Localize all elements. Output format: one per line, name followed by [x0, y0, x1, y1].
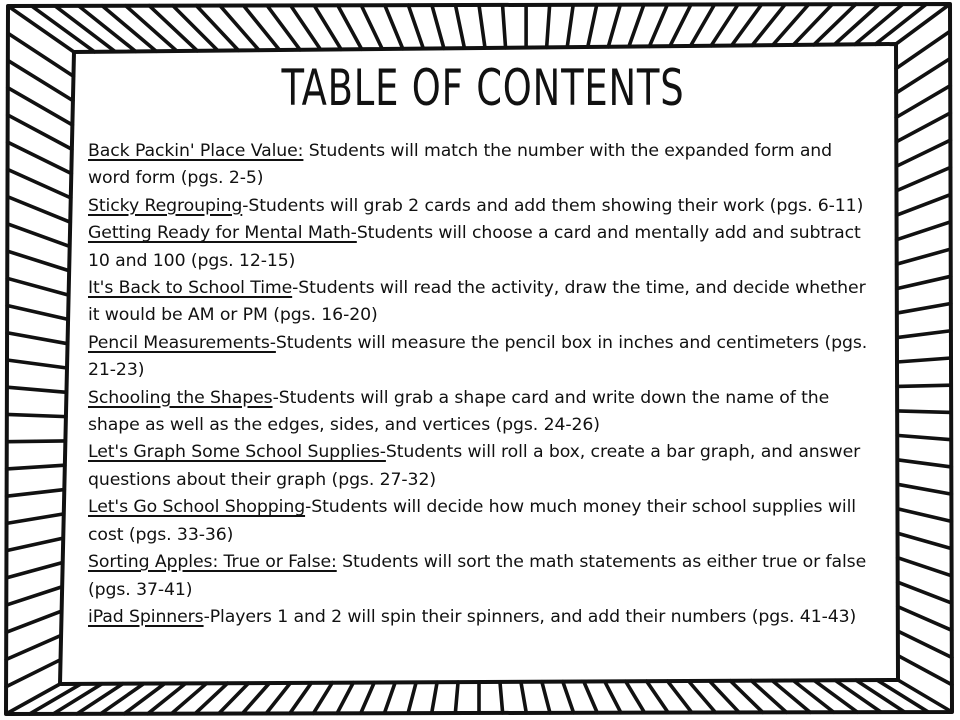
toc-entry-description: -Students will grab a shape card and write down the name of the shape as well as the edges, sides, and vertices (pgs. 24-26) [88, 387, 830, 436]
toc-entry-description: -Players 1 and 2 will spin their spinners, and add their numbers (pgs. 41-43) [203, 606, 857, 627]
toc-entry-title: Getting Ready for Mental Math- [88, 223, 357, 244]
toc-entry-title: Pencil Measurements- [88, 332, 276, 353]
toc-entry-title: Schooling the Shapes [88, 387, 273, 408]
toc-entry-description: Students will match the number with the expanded form and word form (pgs. 2-5) [88, 141, 833, 189]
toc-entry [88, 138, 878, 193]
toc-entry-title: It's Back to School Time [88, 278, 293, 299]
content-area [88, 52, 878, 682]
toc-entry [88, 385, 878, 440]
toc-entry-description: Students will roll a box, create a bar graph, and answer questions about their graph (pgs. 27-32) [88, 442, 861, 490]
toc-entry-title: Back Packin' Place Value: [88, 141, 304, 161]
toc-entry-description: Students will measure the pencil box in inches and centimeters (pgs. 21-23) [88, 332, 868, 381]
toc-entry-title: iPad Spinners [88, 606, 204, 627]
toc-entry [88, 193, 878, 220]
toc-entry [88, 549, 878, 604]
toc-entry [88, 330, 878, 385]
toc-list [88, 138, 878, 631]
toc-entry [88, 604, 878, 631]
toc-entry-title: Let's Graph Some School Supplies- [88, 442, 386, 463]
toc-entry-description: Students will sort the math statements as either true or false (pgs. 37-41) [88, 552, 867, 600]
toc-entry [88, 275, 878, 330]
toc-entry-title: Sticky Regrouping [88, 195, 243, 216]
toc-entry-description: -Students will decide how much money their school supplies will cost (pgs. 33-36) [88, 497, 856, 545]
toc-entry [88, 220, 878, 275]
toc-entry-description: -Students will read the activity, draw the time, and decide whether it would be AM or PM (pgs. 16-20) [88, 278, 866, 326]
toc-entry-title: Let's Go School Shopping [88, 497, 306, 518]
toc-entry-title: Sorting Apples: True or False: [88, 552, 337, 573]
page-title: TABLE OF CONTENTS [281, 59, 685, 117]
toc-entry [88, 439, 878, 494]
toc-entry-description: Students will choose a card and mentally add and subtract 10 and 100 (pgs. 12-15) [88, 223, 861, 271]
toc-entry-description: -Students will grab 2 cards and add them showing their work (pgs. 6-11) [242, 195, 864, 216]
toc-entry [88, 494, 878, 549]
